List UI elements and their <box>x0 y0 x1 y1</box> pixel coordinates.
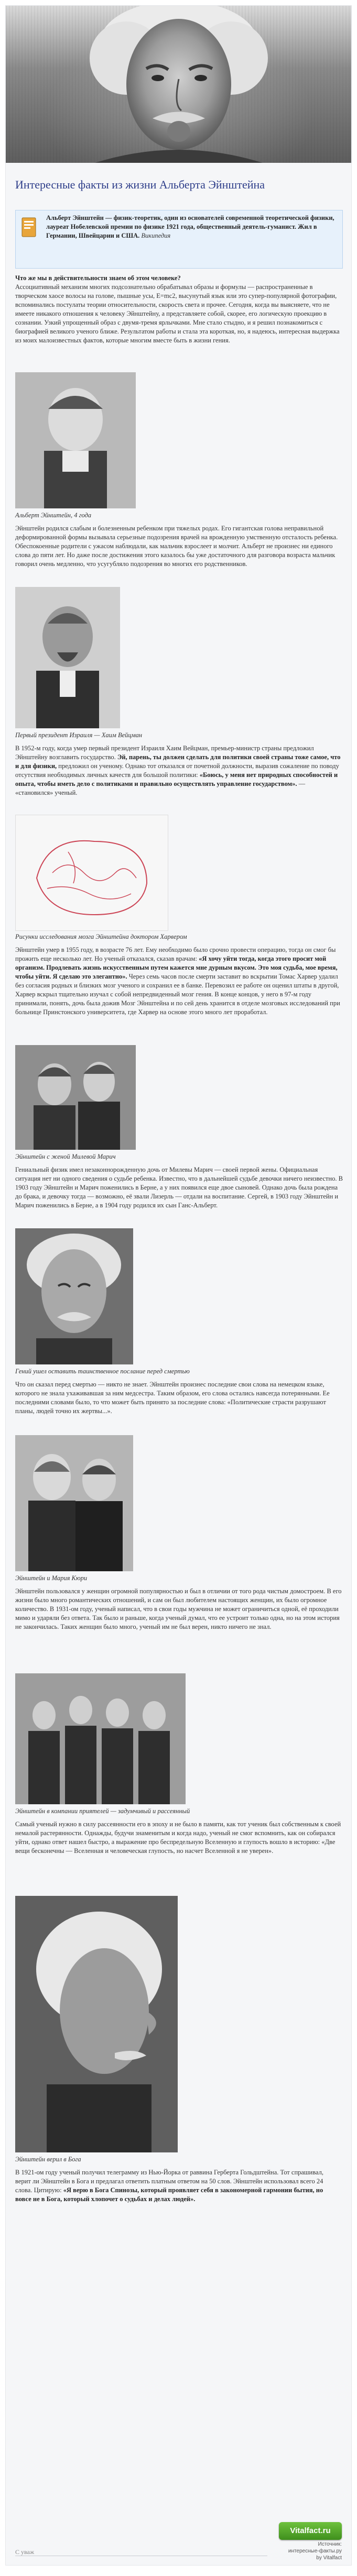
intro-infobox <box>15 210 343 269</box>
caption-2: Первый президент Израиля — Хаим Вейцман <box>15 731 143 739</box>
section-4 <box>15 946 343 1017</box>
section-9 <box>15 2168 330 2204</box>
signature-line-2: интересные-факты.ру <box>288 2548 342 2554</box>
brain-drawing-image <box>16 815 168 930</box>
caption-3: Рисунки исследования мозга Эйнштейна доктором Харвером <box>15 933 187 940</box>
signature-line-1: Источник: <box>318 2541 342 2547</box>
section-3-tail: — «становился» ученый. <box>15 780 306 796</box>
photo-weizmann <box>15 587 120 728</box>
einstein-portrait-image <box>6 6 351 163</box>
photo-einstein-child <box>15 372 136 508</box>
photo-einstein-friends <box>15 1673 186 1804</box>
section-8-body: Самый ученый нужно в силу рассеянности его в эпоху и не было в памяти, как тот ученик был собственным к своей немалой растерянности. Однажды, будучи знаменитым и когда надо, ученый не смог вспомнить, как он собирался уйти, однако ответ нашел быстро, а выражение про беспредельную Вселенную и глупость вошло в историю: «Две вещи бесконечны — Вселенная и человеческая глупость, но насчет Вселенной я не уверен». <box>15 1820 341 1855</box>
wife-photo-image <box>15 1045 136 1150</box>
caption-7: Эйнштейн в компании приятелей — задумчивый и рассеянный <box>15 1807 190 1815</box>
page-title: Интересные факты из жизни Альберта Эйнштейна <box>15 178 265 191</box>
photo-brain-drawing <box>15 815 168 931</box>
footer-bar <box>6 2545 351 2566</box>
section-4-bold: «Я хочу уйти тогда, когда этого просит мой организм. Продлевать жизнь искусственным путем кажется мне дурным вкусом. Это моя судьба, мое время, чтобы уйти. Я сделаю это элегантно». <box>15 955 338 980</box>
section-1-heading: Что же мы в действительности знаем об этом человеке? <box>15 274 181 282</box>
section-3-mid: предложил он ученому. Однако тот отказался от почетной должности, выразив сожаление по поводу отсутствия необходимых личных качеств для большой политики: <box>15 762 339 779</box>
section-2-body: Эйнштейн родился слабым и болезненным ребенком при тяжелых родах. Его гигантская голова неправильной деформированной формы вызывала серьезные подозрения врачей на врожденную умственную отсталость ребенка. Обеспокоенные родители с ужасом наблюдали, как мальчик взрослеет и молчит. Альберт не произнес ни единого слова до пяти лет. Но даже после достижения этого казалось бы уже достаточного для разговора возраста мальчик говорил очень медленно, что усугубляло подозрения во многих его родственников. <box>15 525 338 568</box>
article-page <box>5 5 352 2566</box>
signature-line-3: by Vitalfact <box>316 2555 342 2561</box>
section-1-body: Ассоциативный механизм многих подсознательно обрабатывал образы и формулы — распространенные в творческом хаосе волосы на голове, пышные усы, E=mc2, высунутый язык или это супер-популярной фотографии, вспоминались постулаты теории относительности, скорость света и прочее. Сегодня, когда вы выясняете, что не имеете никакого отношения к человеку Эйнштейну, а представляете собой, скорее, его логическую проекцию в сознании. Узкий упрощенный образ с двумя-тремя ярлычками. Мне стало стыдно, и я решил познакомиться с биографией великого ученого ближе. Результатом работы и стала эта короткая, но, я надеюсь, интересная выдержка из моих малоизвестных фактов, которые многим вместе быть в жизни гения. <box>15 283 340 344</box>
weizmann-photo-image <box>15 587 120 728</box>
book-icon <box>21 217 37 238</box>
infobox-source: Википедия <box>141 232 171 239</box>
curie-photo-image <box>15 1435 133 1571</box>
section-1 <box>15 274 343 345</box>
site-logo[interactable]: Vitalfact.ru <box>279 2522 342 2540</box>
caption-8: Эйнштейн верил в Бога <box>15 2156 81 2163</box>
caption-4: Эйнштейн с женой Милевой Марич <box>15 1153 116 1160</box>
section-4-tail: Через семь часов после смерти заставит во вскрытии Томас Харвер удалил без согласия родных и близких мозг ученого и сохранил ее в банке. Перевозил ее работе он оценил штаты в другой, Харвер вскрыл тщательно изучал с собой непредвиденный мозг гения. В конце концов, у него в 97-м году принимали, понять, дочь была дожив Мозг Эйнштейна и по сей день хранится в отделе мозговых исследований при больнице Принстонского университета, где Харвер на основе этого много лет проработал. <box>15 973 340 1016</box>
section-4-before: Эйнштейн умер в 1955 году, в возрасте 76 лет. Ему необходимо было срочно провести операцию, тогда он смог бы прожить еще несколько лет. Но ученый отказался, сказав врачам: <box>15 946 336 962</box>
section-6-body: Что он сказал перед смертью — никто не знает. Эйнштейн произнес последние свои слова на немецком языке, которого не знала ухаживавшая за ним медсестра. Таким образом, его слова остались навсегда потерянными. Ее последними словами было, то что может быть принято за последние слова: «Политические страсти разрушают планы, людей точно их жертвы...». <box>15 1381 330 1415</box>
profile-photo-image <box>15 1896 178 2152</box>
photo-einstein-curie <box>15 1435 133 1571</box>
section-7-body: Эйнштейн пользовался у женщин огромной популярностью и был в отличии от того рода чистым домостроем. В его жизни было много романтических отношений, и сам он был любителем настоящих женщин, их было огромное количество. В 1931-ом году, ученый написал, что в свои годы мужчина не может ограничиться одной, её проходили мимо и ударяли без ответа. Так было и раньше, когда ученый думал, что ее устроит только одна, но на этом история не закончилась. Таких женщин было много, ученый им не был верен, никто ничего не знал. <box>15 1587 342 1630</box>
old-einstein-photo-image <box>15 1228 133 1364</box>
infobox-main: Альберт Эйнштейн — физик-теоретик, один из основателей современной теоретической физики, лауреат Нобелевской премии по физике 1921 года, общественный деятель-гуманист. Жил в Германии, Швейцарии и США. <box>46 214 334 239</box>
section-9-bold: «Я верю в Бога Спинозы, который проявляет себя в закономерной гармонии бытия, но вовсе не в Бога, который хлопочет о судьбах и делах людей». <box>15 2186 323 2203</box>
infobox-text <box>46 214 340 240</box>
section-3 <box>15 744 343 797</box>
section-3-bold: Эй, парень, ты должен сделать для политики своей страны тоже самое, что и для физики, <box>15 753 341 770</box>
footer-dots: С уваж <box>15 2548 35 2556</box>
photo-einstein-profile <box>15 1896 178 2152</box>
photo-einstein-old <box>15 1228 133 1364</box>
photo-einstein-wife <box>15 1045 136 1150</box>
caption-1: Альберт Эйнштейн, 4 года <box>15 512 92 519</box>
friends-photo-image <box>15 1673 186 1804</box>
caption-5: Гений ушел оставить таинственное послание перед смертью <box>15 1368 190 1375</box>
section-5-body: Гениальный физик имел незаконнорожденную дочь от Милевы Марич — своей первой жены. Официальная ситуация нет ни одного сведения о судьбе ребенка. Известно, что в дальнейшей судьбе девочки ничего неизвестно. В 1903 году Эйнштейн и Марич поженились в Берне, а у них появился еще двое сыновей. Однако дочь была рождена до брака, и девочку тогда — возможно, её звали Лизерль — отдали на воспитание. Сергей, в 1903 году Эйнштейн и Марич поженились в Берне, а в 1904 году родился их сын Ганс-Альберт. <box>15 1166 343 1209</box>
hero-einstein-portrait <box>6 6 351 163</box>
child-photo-image <box>15 372 136 508</box>
section-3-before: В 1952-м году, когда умер первый президент Израиля Хаим Вейцман, премьер-министр страны предложил Эйнштейну возглавить государство. <box>15 745 314 761</box>
section-3-bold2: «Боюсь, у меня нет природных способностей и опыта, чтобы иметь дело с политиками и правильно осуществлять управление государством». <box>15 771 338 787</box>
caption-6: Эйнштейн и Мария Кюри <box>15 1574 88 1582</box>
section-9-before: В 1921-ом году ученый получил телеграмму из Нью-Йорка от раввина Герберта Гольдштейна. Тот спрашивал, верит ли Эйнштейн в Бога и предлагал ответить платным ответом на 50 слов. Эйнштейн использовал всего 24 слова. Цитирую: <box>15 2169 324 2194</box>
